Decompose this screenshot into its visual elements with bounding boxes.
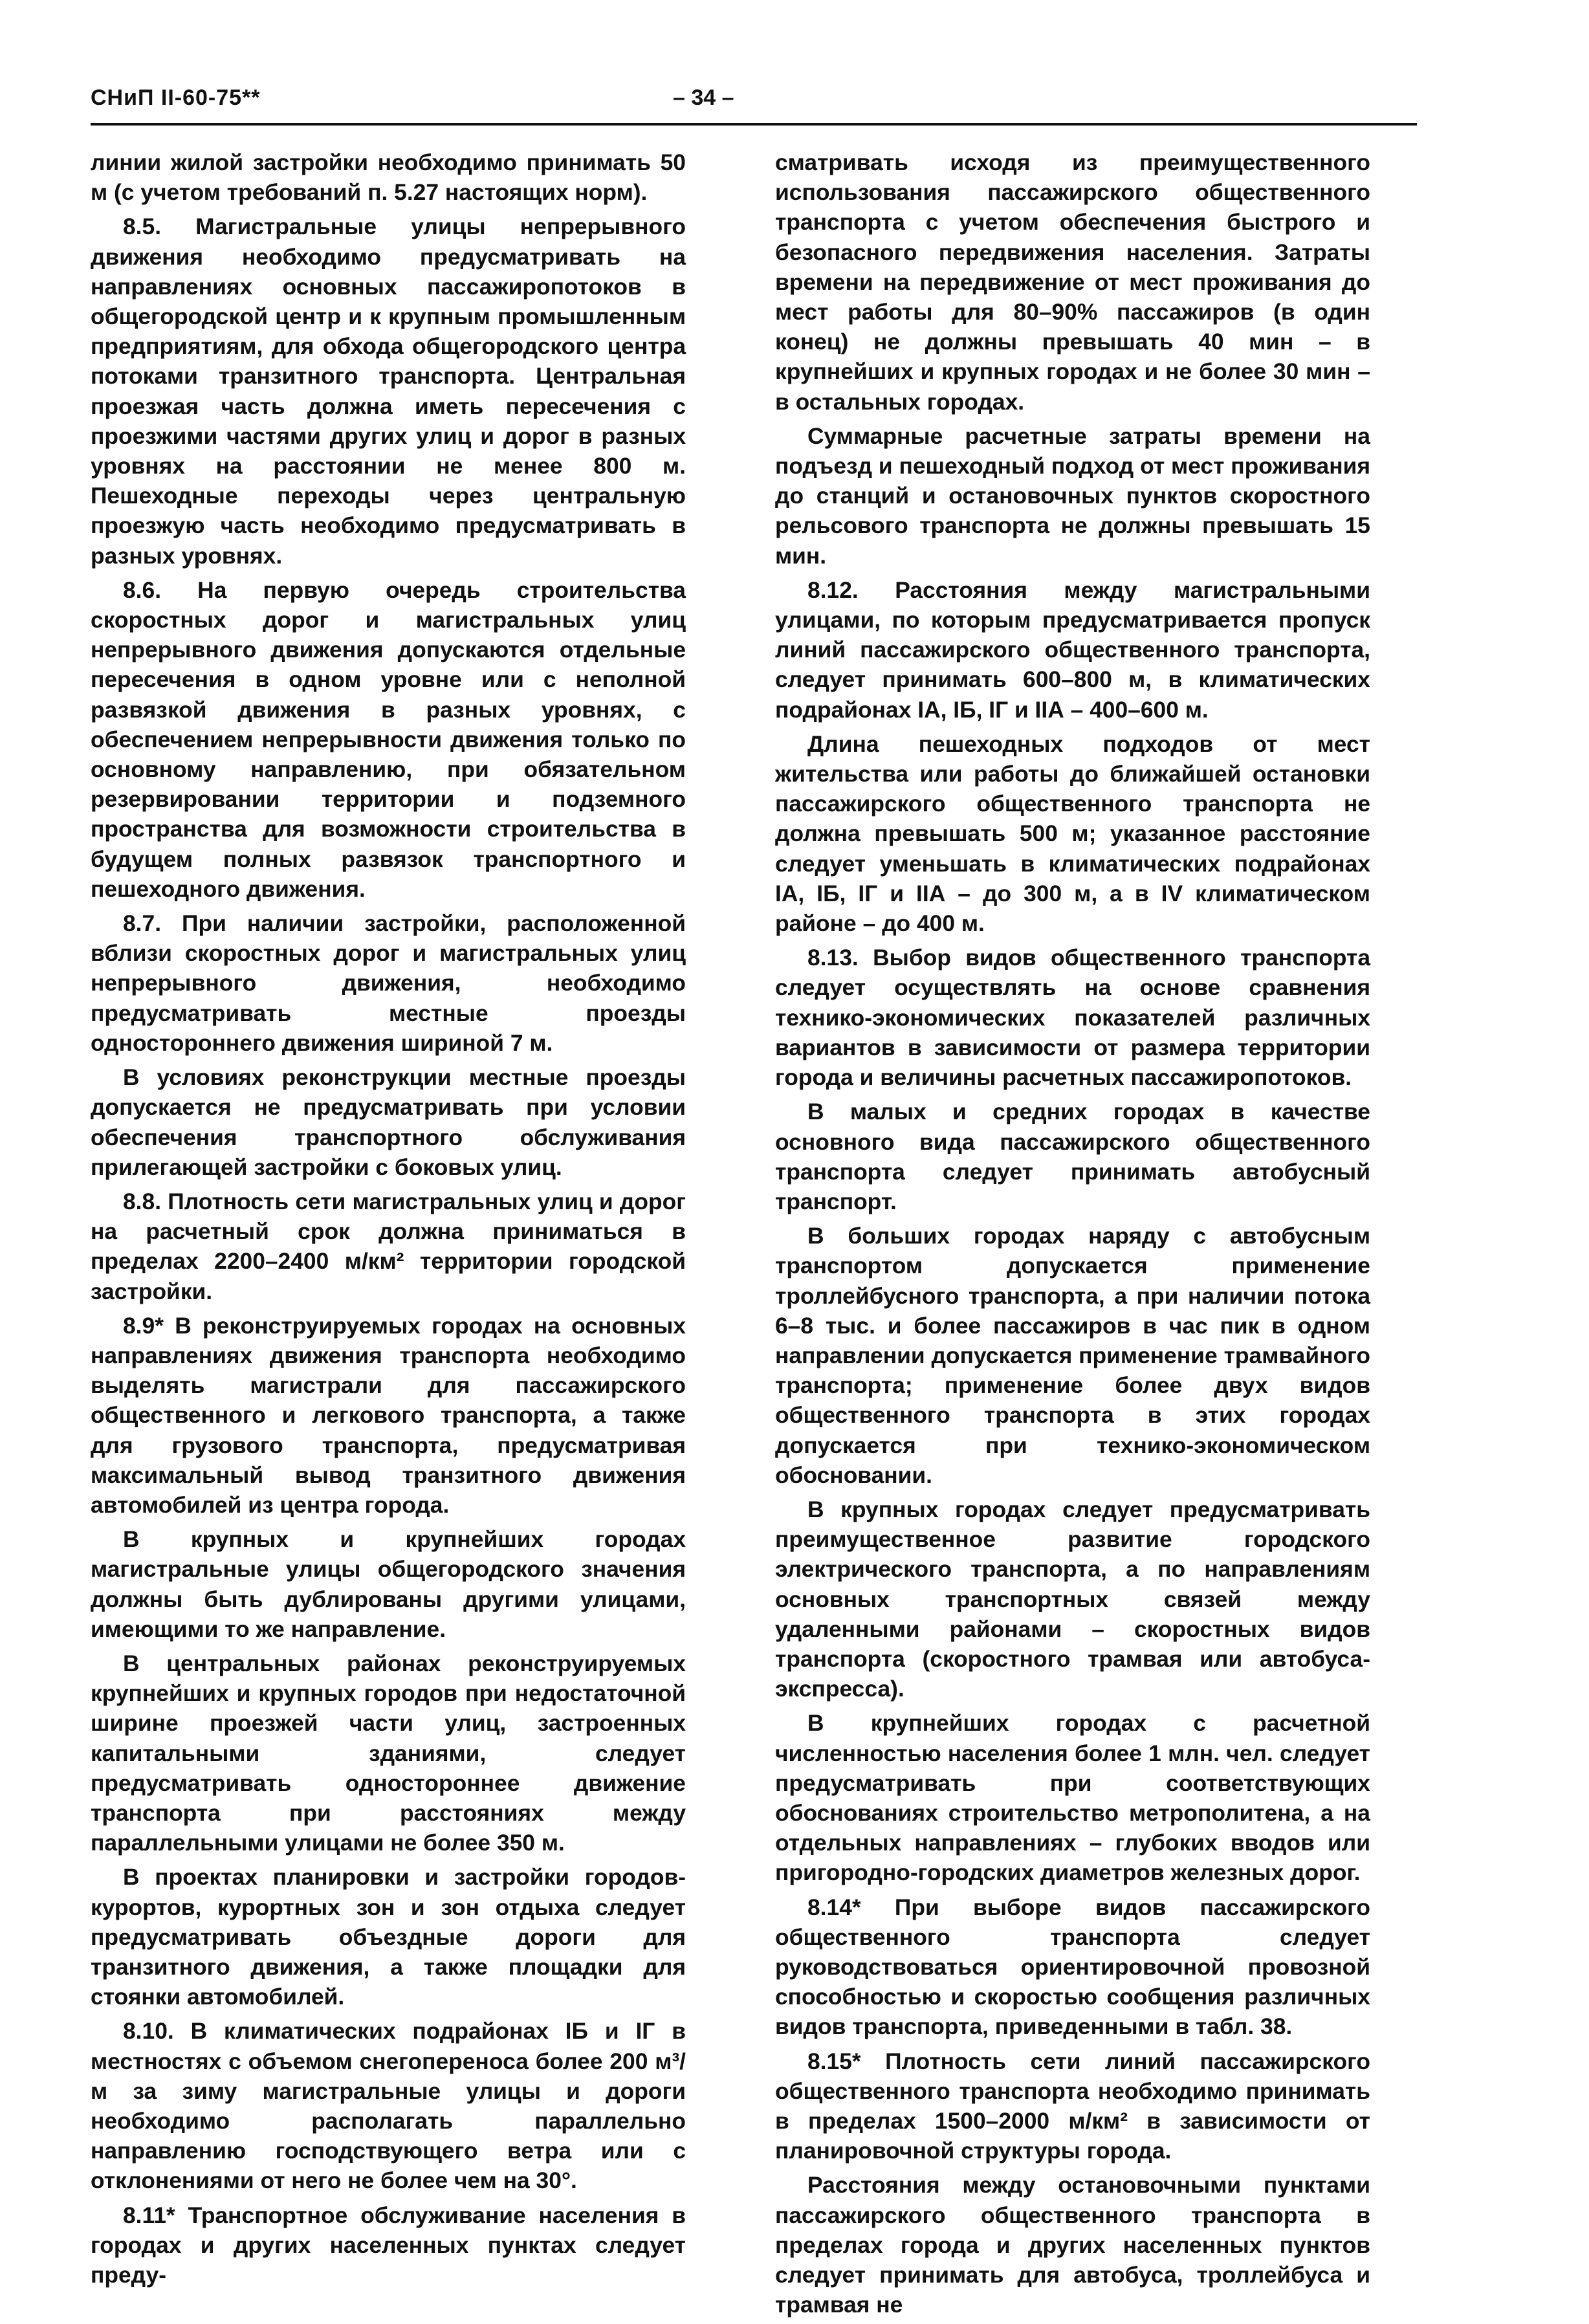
paragraph-text: Суммарные расчетные затраты времени на подъезд и пешеходный подход от мест проживания до станций и остановочных пунктов скоростного рельсового транспорта не должны превышать 15 мин. bbox=[775, 422, 1370, 569]
paragraph bbox=[91, 1311, 686, 1520]
paragraph bbox=[775, 148, 1370, 417]
paragraph-text: Транспортное обслуживание населения в городах и других населенных пунктах следует преду- bbox=[91, 2202, 686, 2288]
paragraph-text: Магистральные улицы непрерывного движения необходимо предусматривать на направлениях основных пассажиропотоков в общегородской центр и к крупным промышленным предприятиям, для обхода общегородского центра потоками транзитного транспорта. Центральная проезжая часть должна иметь пересечения с проезжими частями других улиц и дорог в разных уровнях на расстоянии не менее 800 м. Пешеходные переходы через центральную проезжую часть необходимо предусматривать в разных уровнях. bbox=[91, 214, 686, 569]
page-header bbox=[91, 83, 1417, 126]
paragraph bbox=[775, 1892, 1370, 2042]
paragraph bbox=[91, 1062, 686, 1182]
clause-number: 8.9* bbox=[123, 1312, 164, 1339]
clause-number: 8.5. bbox=[123, 214, 162, 240]
paragraph bbox=[91, 1862, 686, 2012]
paragraph-text: В условиях реконструкции местные проезды допускается не предусматривать при условии обеспечения транспортного обслуживания прилегающей застройки с боковых улиц. bbox=[91, 1064, 686, 1180]
clause-number: 8.12. bbox=[807, 576, 859, 603]
paragraph bbox=[91, 1187, 686, 1306]
paragraph-text: В реконструируемых городах на основных направлениях движения транспорта необходимо выделять магистрали для пассажирского общественного и легкового транспорта, а также для грузового транспорта, предусматривая максимальный вывод транзитного движения автомобилей из центра города. bbox=[91, 1312, 686, 1518]
paragraph bbox=[775, 421, 1370, 571]
paragraph-text: В центральных районах реконструируемых крупнейших и крупных городов при недостаточной ширине проезжей части улиц, застроенных капитальными зданиями, следует предусматривать одностороннее движение транспорта при расстояниях между параллельными улицами не более 350 м. bbox=[91, 1650, 686, 1856]
paragraph-text: В малых и средних городах в качестве основного вида пассажирского общественного транспорта следует принимать автобусный транспорт. bbox=[775, 1099, 1370, 1214]
paragraph bbox=[91, 148, 686, 207]
paragraph bbox=[775, 1097, 1370, 1216]
paragraph-text: Плотность сети линий пассажирского общественного транспорта необходимо принимать в пределах 1500–2000 м/км² в зависимости от планировочной структуры города. bbox=[775, 2048, 1370, 2164]
paragraph-text: В климатических подрайонах IБ и IГ в местностях с объемом снегопереноса более 200 м³/м за зиму магистральные улицы и дороги необходимо располагать параллельно направлению господствующего ветра или с отклонениями от него не более чем на 30°. bbox=[91, 2018, 686, 2194]
paragraph-text: В крупнейших городах с расчетной численностью населения более 1 млн. чел. следует предусматривать при соответствующих обоснованиях строительство метрополитена, а на отдельных направлениях – глубоких вводов или пригородно-городских диаметров железных дорог. bbox=[775, 1710, 1370, 1886]
clause-number: 8.7. bbox=[123, 910, 162, 937]
clause-number: 8.15* bbox=[807, 2048, 861, 2074]
paragraph-text: Плотность сети магистральных улиц и дорог на расчетный срок должна приниматься в пределах 2200–2400 м/км² территории городской застройки. bbox=[91, 1188, 686, 1304]
paragraph bbox=[91, 212, 686, 570]
paragraph-text: В крупных городах следует предусматривать преимущественное развитие городского электрического транспорта, а по направлениям основных транспортных связей между удаленными районами – скоростных видов транспорта (скоростного трамвая или автобуса-экспресса). bbox=[775, 1496, 1370, 1702]
paragraph-text: В проектах планировки и застройки городов-курортов, курортных зон и зон отдыха следует предусматривать объездные дороги для транзитного движения, а также площадки для стоянки автомобилей. bbox=[91, 1864, 686, 2010]
paragraph-text: При выборе видов пассажирского общественного транспорта следует руководствоваться ориентировочной провозной способностью и скоростью сообщения различных видов транспорта, приведенными в табл. 38. bbox=[775, 1894, 1370, 2040]
paragraph bbox=[91, 575, 686, 904]
clause-number: 8.11* bbox=[123, 2202, 175, 2228]
clause-number: 8.6. bbox=[123, 576, 162, 603]
clause-number: 8.10. bbox=[123, 2018, 174, 2044]
paragraph-text: На первую очередь строительства скоростных дорог и магистральных улиц непрерывного движения допускаются отдельные пересечения в одном уровне или с неполной развязкой движения в разных уровнях, с обеспечением непрерывности движения только по основному направлению, при обязательном резервировании территории и подземного пространства для возможности строительства в будущем полных развязок транспортного и пешеходного движения. bbox=[91, 576, 686, 902]
paragraph bbox=[91, 908, 686, 1058]
clause-number: 8.8. bbox=[123, 1188, 162, 1214]
paragraph-text: В больших городах наряду с автобусным транспортом допускается применение троллейбусного транспорта, а при наличии потока 6–8 тыс. и более пассажиров в час пик в одном направлении допускается применение трамвайного транспорта; применение более двух видов общественного транспорта в этих городах допускается при технико-экономическом обосновании. bbox=[775, 1223, 1370, 1488]
paragraph bbox=[775, 1221, 1370, 1490]
paragraph bbox=[775, 1708, 1370, 1887]
right-column bbox=[775, 148, 1370, 2324]
document-code: СНиП II-60-75** bbox=[91, 85, 261, 110]
paragraph-text: Длина пешеходных подходов от мест жительства или работы до ближайшей остановки пассажирского общественного транспорта не должна превышать 500 м; указанное расстояние следует уменьшать в климатических подрайонах IА, IБ, IГ и IIА – до 300 м, а в IV климатическом районе – до 400 м. bbox=[775, 730, 1370, 937]
clause-number: 8.14* bbox=[807, 1894, 861, 1920]
paragraph bbox=[775, 1495, 1370, 1704]
paragraph-text: В крупных и крупнейших городах магистральные улицы общегородского значения должны быть дублированы другими улицами, имеющими то же направление. bbox=[91, 1526, 686, 1642]
paragraph-text: Выбор видов общественного транспорта следует осуществлять на основе сравнения технико-экономических показателей различных вариантов в зависимости от размера территории города и величины расчетных пассажиропотоков. bbox=[775, 945, 1370, 1091]
paragraph-text: Расстояния между остановочными пунктами пассажирского общественного транспорта в пределах города и других населенных пунктов следует принимать для автобуса, троллейбуса и трамвая не bbox=[775, 2172, 1370, 2318]
paragraph-text: При наличии застройки, расположенной вблизи скоростных дорог и магистральных улиц непрерывного движения, необходимо предусматривать местные проезды одностороннего движения шириной 7 м. bbox=[91, 910, 686, 1056]
paragraph-text: сматривать исходя из преимущественного использования пассажирского общественного транспорта с учетом обеспечения быстрого и безопасного передвижения населения. Затраты времени на передвижение от мест проживания до мест работы для 80–90% пассажиров (в один конец) не должны превышать 40 мин – в крупнейших и крупных городах и не более 30 мин – в остальных городах. bbox=[775, 149, 1370, 415]
paragraph bbox=[91, 2016, 686, 2195]
paragraph bbox=[775, 943, 1370, 1092]
paragraph-text: линии жилой застройки необходимо принимать 50 м (с учетом требований п. 5.27 настоящих норм). bbox=[91, 149, 686, 206]
paragraph bbox=[91, 1649, 686, 1858]
paragraph bbox=[775, 2046, 1370, 2166]
paragraph bbox=[775, 575, 1370, 725]
paragraph bbox=[91, 1524, 686, 1644]
left-column bbox=[91, 148, 686, 2294]
page-number: – 34 – bbox=[673, 85, 734, 110]
clause-number: 8.13. bbox=[807, 945, 859, 971]
paragraph-text: Расстояния между магистральными улицами, по которым предусматривается пропуск линий пассажирского общественного транспорта, следует принимать 600–800 м, в климатических подрайонах IА, IБ, IГ и IIА – 400–600 м. bbox=[775, 576, 1370, 723]
paragraph bbox=[775, 729, 1370, 938]
